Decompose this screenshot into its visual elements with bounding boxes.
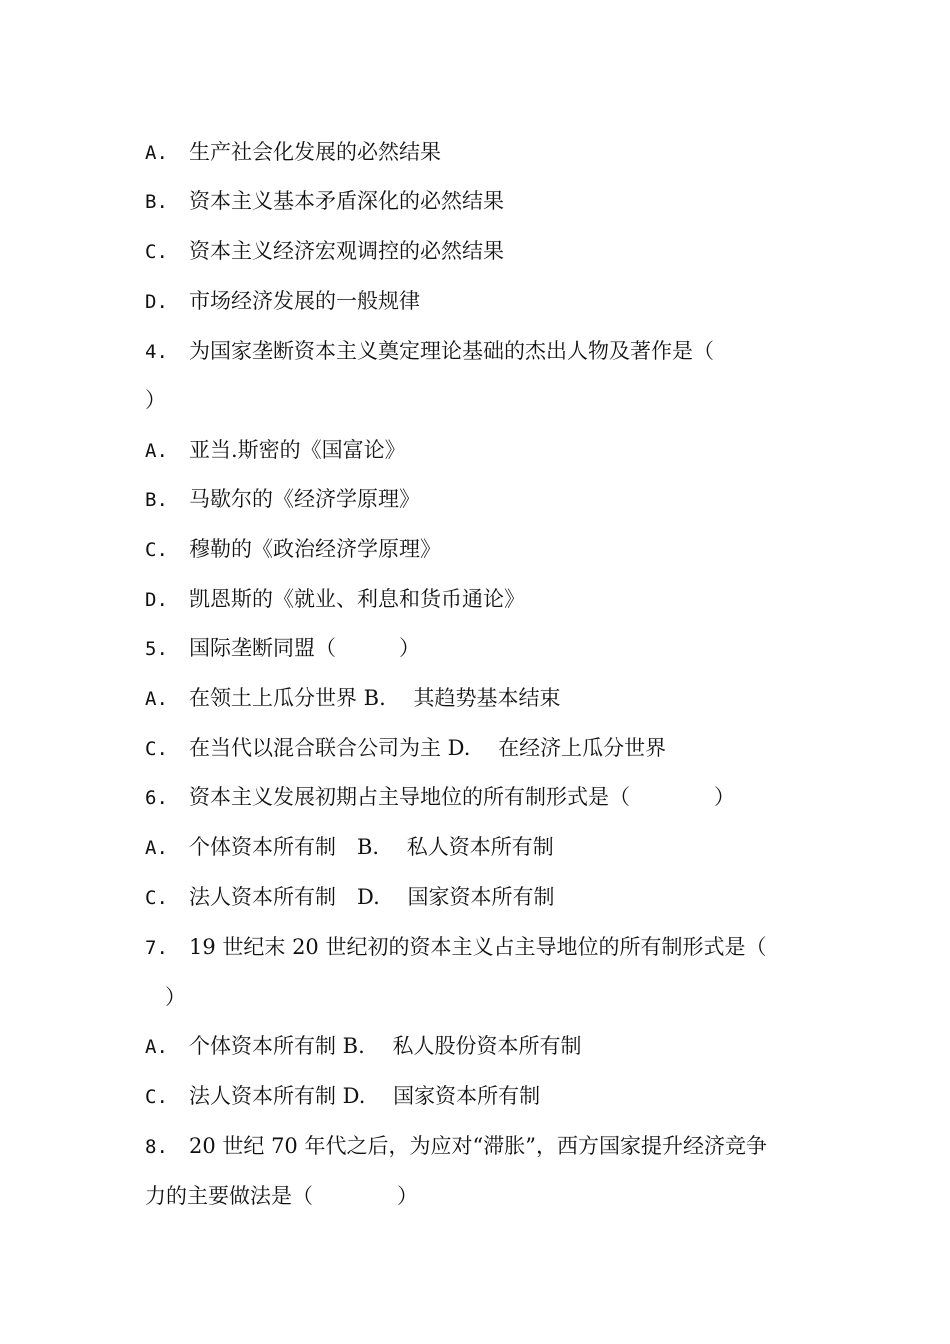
option-label: C.: [145, 539, 168, 561]
question-text: 资本主义发展初期占主导地位的所有制形式是（ ）: [189, 785, 735, 809]
option-label: C.: [145, 1086, 168, 1108]
option-label: A.: [145, 440, 168, 462]
question-text: 国际垄断同盟（ ）: [189, 636, 420, 660]
q4-option-b: [145, 484, 420, 514]
question-text: 为国家垄断资本主义奠定理论基础的杰出人物及著作是（: [189, 339, 714, 363]
option-text: 凯恩斯的《就业、利息和货币通论》: [189, 587, 525, 611]
q4-option-d: [145, 584, 525, 614]
option-text: 在领土上瓜分世界 B. 其趋势基本结束: [189, 686, 561, 710]
q7-stem-continuation: ）: [165, 985, 186, 1009]
question-text: 19 世纪末 20 世纪初的资本主义占主导地位的所有制形式是（: [189, 935, 767, 959]
q3-option-b: [145, 186, 504, 216]
q6-stem: [145, 782, 735, 812]
option-text: 在当代以混合联合公司为主 D. 在经济上瓜分世界: [189, 736, 667, 760]
option-text: 生产社会化发展的必然结果: [189, 140, 441, 164]
option-label: D.: [145, 589, 168, 611]
option-text: 法人资本所有制 D. 国家资本所有制: [189, 885, 555, 909]
option-text: 穆勒的《政治经济学原理》: [189, 537, 441, 561]
q5-options-cd: [145, 733, 666, 763]
option-label: C.: [145, 738, 168, 760]
q5-stem: [145, 633, 420, 663]
option-text: 马歇尔的《经济学原理》: [189, 487, 420, 511]
q7-options-ab: [145, 1031, 581, 1061]
option-label: A.: [145, 142, 168, 164]
q7-options-cd: [145, 1081, 540, 1111]
option-text: 个体资本所有制 B. 私人资本所有制: [189, 835, 554, 859]
option-text: 法人资本所有制 D. 国家资本所有制: [189, 1084, 541, 1108]
question-number: 7.: [145, 937, 168, 959]
option-text: 资本主义基本矛盾深化的必然结果: [189, 189, 504, 213]
option-label: C.: [145, 241, 168, 263]
option-text: 亚当.斯密的《国富论》: [189, 438, 406, 462]
q4-option-c: [145, 534, 441, 564]
option-label: A.: [145, 837, 168, 859]
q3-option-d: [145, 286, 420, 316]
question-number: 4.: [145, 341, 168, 363]
q8-stem: [145, 1131, 767, 1161]
q3-option-c: [145, 236, 504, 266]
option-text: 市场经济发展的一般规律: [189, 289, 420, 313]
option-text: 资本主义经济宏观调控的必然结果: [189, 239, 504, 263]
option-label: A.: [145, 1036, 168, 1058]
q3-option-a: [145, 137, 441, 167]
option-label: B.: [145, 191, 168, 213]
q4-stem: [145, 336, 714, 366]
question-text: 20 世纪 70 年代之后，为应对“滞胀”，西方国家提升经济竞争: [189, 1134, 767, 1158]
q6-options-cd: [145, 882, 554, 912]
question-number: 5.: [145, 638, 168, 660]
question-number: 6.: [145, 787, 168, 809]
q7-stem: [145, 932, 766, 962]
option-label: B.: [145, 489, 168, 511]
question-number: 8.: [145, 1136, 168, 1158]
q8-stem-continuation: 力的主要做法是（ ）: [145, 1184, 418, 1208]
q5-options-ab: [145, 683, 560, 713]
q4-option-a: [145, 435, 406, 465]
option-text: 个体资本所有制 B. 私人股份资本所有制: [189, 1034, 582, 1058]
q6-options-ab: [145, 832, 554, 862]
option-label: A.: [145, 688, 168, 710]
option-label: C.: [145, 887, 168, 909]
option-label: D.: [145, 291, 168, 313]
q4-stem-continuation: ）: [145, 388, 166, 412]
